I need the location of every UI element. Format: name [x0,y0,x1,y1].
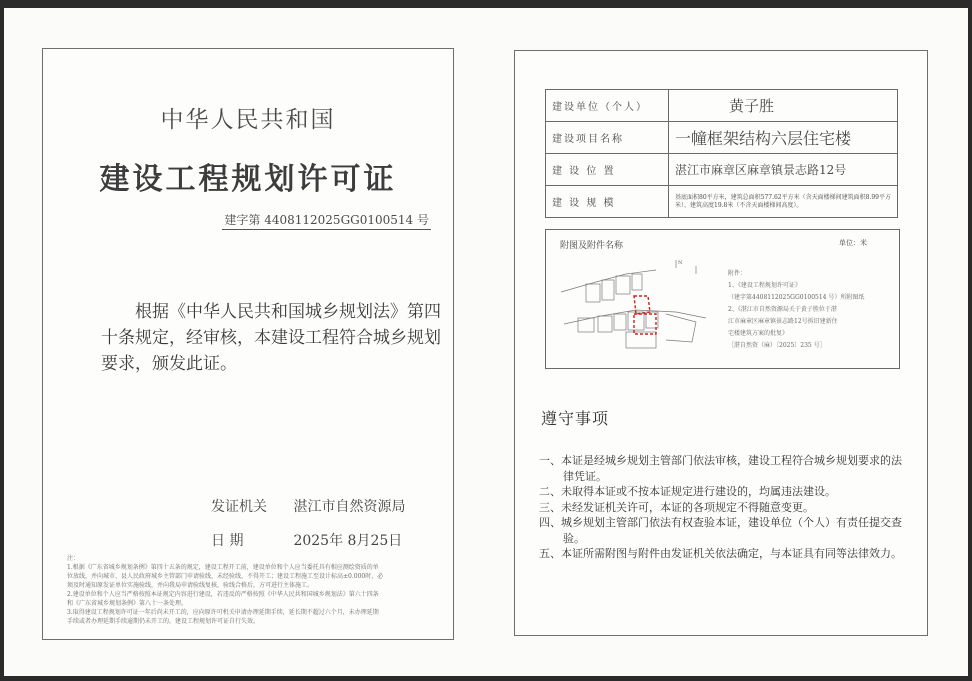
permit-front-page [42,48,454,640]
note-line: 3.取得建设工程规划许可证一年后尚未开工的，应向原许可机关申请办理延期手续，延长期不超过六个月，未办理延期 [67,609,379,616]
table-row [546,122,898,154]
unit-note: 单位：米 [839,239,867,247]
permit-detail-page [514,50,928,636]
scanned-sheet [4,8,968,676]
table-row [546,90,898,122]
note-line: 和《广东省城乡规划条例》第八十一条处理。 [67,600,188,607]
attachments-box [545,229,900,369]
issuer-value: 湛江市自然资源局 [293,499,406,515]
compliance-item: 五、本证所需附图与附件由发证机关依法确定，与本证具有同等法律效力。 [539,547,902,560]
attachment-line: （建字第4408112025GG0100514 号）所附图纸 [728,294,865,301]
project-label: 建设项目名称 [546,122,669,154]
permit-number: 建字第 4408112025GG0100514 号 [222,211,431,230]
note-line: 1.根据《广东省城乡规划条例》第四十五条的规定，建设工程开工前，建设单位和个人应当委托具有相应测绘资质的单 [67,564,379,571]
note-line: 注： [67,555,80,562]
issuer-row [211,496,405,516]
country-heading: 中华人民共和国 [160,107,336,133]
site-plan-drawing [556,252,726,364]
compliance-item: 一、本证是经城乡规划主管部门依法审核，建设工程符合城乡规划要求的法律凭证。 [539,454,902,483]
project-value: 一幢框架结构六层住宅楼 [669,122,898,154]
attachment-line: 1、《建设工程规划许可证》 [728,282,801,289]
attachment-line: 宅楼建筑方案的批复》 [728,330,789,337]
permit-info-table [545,89,898,218]
date-row [211,530,402,550]
note-line: 手续或者办理延期手续逾期仍未开工的，建设工程规划许可证自行失效。 [67,618,260,625]
attachment-line: 2、《湛江市自然资源局关于黄子胜位于湛 [728,306,837,313]
attachment-line: 附件： [728,270,747,277]
scale-value: 基底面积80平方米，建筑总面积577.62平方米（含天面楼梯间建筑面积8.99平方米），建筑高度19.8米（不含天面楼梯间高度）。 [669,186,898,218]
table-row [546,154,898,186]
scale-label: 建 设 规 模 [546,186,669,218]
note-line: 位放线，并向城市、县人民政府城乡主管部门申请验线，未经验线，不得开工；建设工程施工至设计标高±0.000时，必 [67,573,384,580]
table-row [546,186,898,218]
attachment-line: ［湛自然资（麻）〔2025〕235 号］ [728,342,826,349]
issuer-label: 发证机关 [211,499,267,515]
note-line: 须及时通知原发证单位实施验线，并向我局申请验线复核，验线合格后，方可进行主体施工。 [67,582,314,589]
attachments-title: 附图及附件名称 [560,241,624,251]
svg-text:N: N [678,260,683,266]
unit-label: 建设单位（个人） [546,90,669,122]
location-label: 建 设 位 置 [546,154,669,186]
permit-title: 建设工程规划许可证 [99,162,397,197]
note-line: 2.建设单位和个人应当严格按照本证规定内容进行建设，若违反的严格按照《中华人民共和国城乡规划法》第六十四条 [67,591,379,598]
compliance-item: 二、未取得本证或不按本证规定进行建设的，均属违法建设。 [539,485,836,498]
notes-block [67,554,427,626]
compliance-title: 遵守事项 [541,409,610,428]
compliance-item: 三、未经发证机关许可，本证的各项规定不得随意变更。 [539,500,814,514]
compliance-list [539,453,907,562]
permit-body-text: 根据《中华人民共和国城乡规划法》第四十条规定，经审核，本建设工程符合城乡规划要求，颁发此证。 [101,302,441,374]
date-value: 2025年 8月25日 [293,533,403,549]
attachment-line: 江市麻章区麻章镇景志路12号拆旧建新住 [728,318,838,325]
attachments-list [728,268,888,352]
compliance-item: 四、城乡规划主管部门依法有权查验本证，建设单位（个人）有责任提交查验。 [539,516,902,545]
date-label: 日 期 [211,533,244,549]
location-value: 湛江市麻章区麻章镇景志路12号 [669,154,898,186]
unit-value: 黄子胜 [669,90,898,122]
